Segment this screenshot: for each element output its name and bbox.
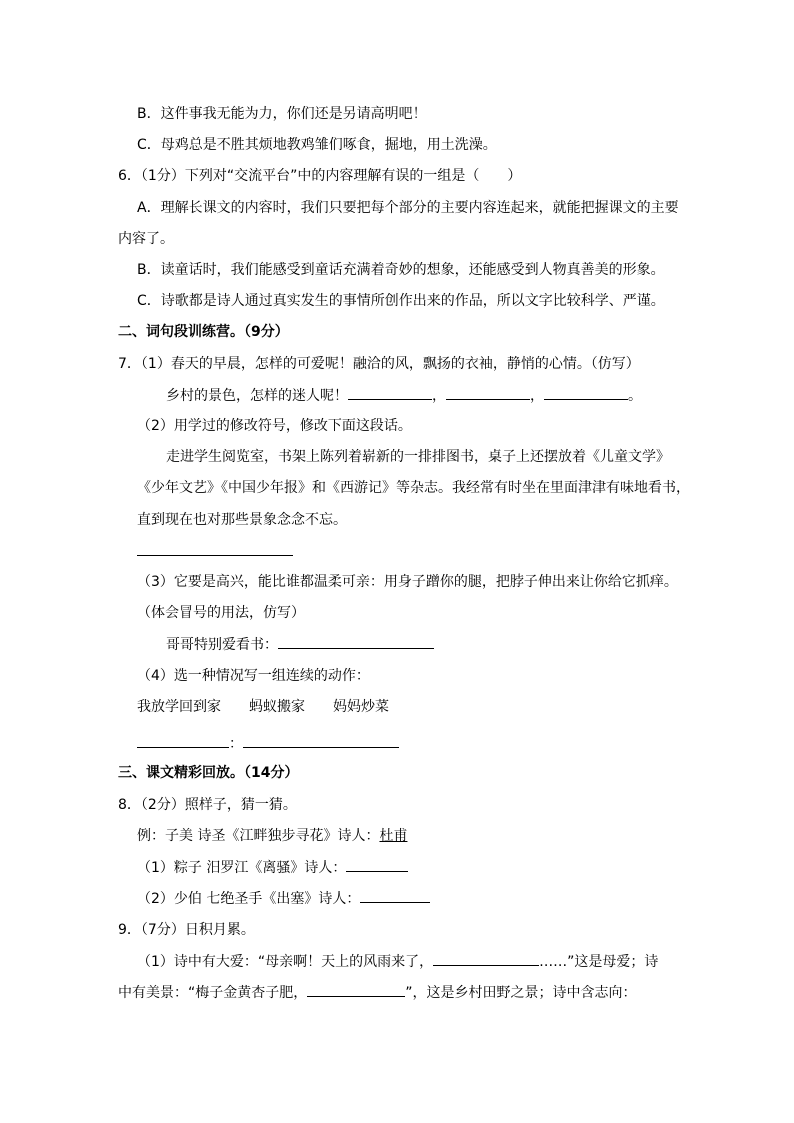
- option-b-q6: B．读童话时，我们能感受到童话充满着奇妙的想象，还能感受到人物真善美的形象。: [137, 262, 665, 278]
- q7-4-options: 我放学回到家 蚂蚁搬家 妈妈炒菜: [137, 699, 389, 715]
- q8-2: [137, 888, 430, 909]
- q8-example-answer: 杜甫: [379, 828, 408, 844]
- answer-blank[interactable]: [307, 982, 405, 997]
- q9-1-line-2: [118, 982, 637, 1003]
- option-a-q6: A．理解长课文的内容时，我们只要把每个部分的主要内容连起来，就能把握课文的主要: [137, 200, 679, 216]
- option-a-q6-cont: 内容了。: [118, 231, 174, 247]
- q9-1-line-1: [137, 951, 658, 972]
- answer-blank[interactable]: [433, 951, 539, 966]
- q7-1-answer-line: [166, 385, 642, 406]
- question-7-2: （2）用学过的修改符号，修改下面这段话。: [137, 418, 412, 434]
- period: 。: [628, 388, 642, 404]
- q9-1-prompt-2: 中有美景：“梅子金黄杏子肥，: [118, 985, 308, 1001]
- colon: ：: [229, 736, 243, 752]
- section-2-heading: 二、词句段训练营。（9分）: [118, 324, 289, 340]
- answer-blank[interactable]: [243, 733, 399, 748]
- question-6: 6．（1分）下列对“交流平台”中的内容理解有误的一组是（ ）: [118, 168, 522, 184]
- answer-blank[interactable]: [348, 385, 432, 400]
- q7-2-passage-1: 走进学生阅览室，书架上陈列着崭新的一排排图书，桌子上还摆放着《儿童文学》: [166, 449, 670, 465]
- q8-2-prompt: （2）少伯 七绝圣手《出塞》诗人：: [137, 891, 361, 907]
- q7-3-answer-line: [166, 634, 434, 655]
- answer-blank[interactable]: [137, 733, 229, 748]
- q8-1: [137, 857, 408, 878]
- answer-blank[interactable]: [278, 634, 434, 649]
- q9-1-prompt-cont: ……”这是母爱；诗: [539, 954, 659, 970]
- question-8: 8．（2分）照样子，猜一猜。: [118, 797, 297, 813]
- question-7-4: （4）选一种情况写一组连续的动作：: [137, 668, 370, 684]
- section-3-heading: 三、课文精彩回放。（14分）: [118, 765, 299, 781]
- option-b-q5: B．这件事我无能为力，你们还是另请高明吧！: [137, 106, 427, 122]
- comma: ，: [432, 388, 446, 404]
- question-7-3-instruction: （体会冒号的用法，仿写）: [137, 605, 305, 621]
- q9-1-prompt: （1）诗中有大爱：“母亲啊！天上的风雨来了，: [137, 954, 434, 970]
- q9-1-prompt-2-cont: ”，这是乡村田野之景；诗中含志向：: [405, 985, 637, 1001]
- q7-2-answer-line[interactable]: [137, 555, 293, 556]
- q8-example-prompt: 例：子美 诗圣《江畔独步寻花》诗人：: [137, 828, 380, 844]
- question-7-1: 7．（1）春天的早晨，怎样的可爱呢！融洽的风，飘扬的衣袖，静悄的心情。（仿写）: [118, 356, 640, 372]
- answer-blank[interactable]: [446, 385, 530, 400]
- answer-blank[interactable]: [360, 888, 430, 903]
- comma: ，: [530, 388, 544, 404]
- q7-3-prompt: 哥哥特别爱看书：: [166, 637, 278, 653]
- q8-example: [137, 826, 407, 846]
- q7-2-passage-2: 《少年文艺》《中国少年报》和《西游记》等杂志。我经常有时坐在里面津津有味地看书，: [137, 480, 690, 496]
- option-c-q6: C．诗歌都是诗人通过真实发生的事情所创作出来的作品，所以文字比较科学、严谨。: [137, 293, 665, 309]
- question-7-3: （3）它要是高兴，能比谁都温柔可亲：用身子蹭你的腿，把脖子伸出来让你给它抓痒。: [137, 574, 678, 590]
- answer-blank[interactable]: [346, 857, 408, 872]
- q7-1-prompt: 乡村的景色，怎样的迷人呢！: [166, 388, 348, 404]
- q7-2-passage-3: 直到现在也对那些景象念念不忘。: [137, 512, 347, 528]
- question-9: 9．（7分）日积月累。: [118, 922, 255, 938]
- q7-4-answer-line: [137, 733, 399, 754]
- option-c-q5: C．母鸡总是不胜其烦地教鸡雏们啄食，掘地，用土洗澡。: [137, 137, 497, 153]
- q8-1-prompt: （1）粽子 汨罗江《离骚》诗人：: [137, 860, 347, 876]
- answer-blank[interactable]: [544, 385, 628, 400]
